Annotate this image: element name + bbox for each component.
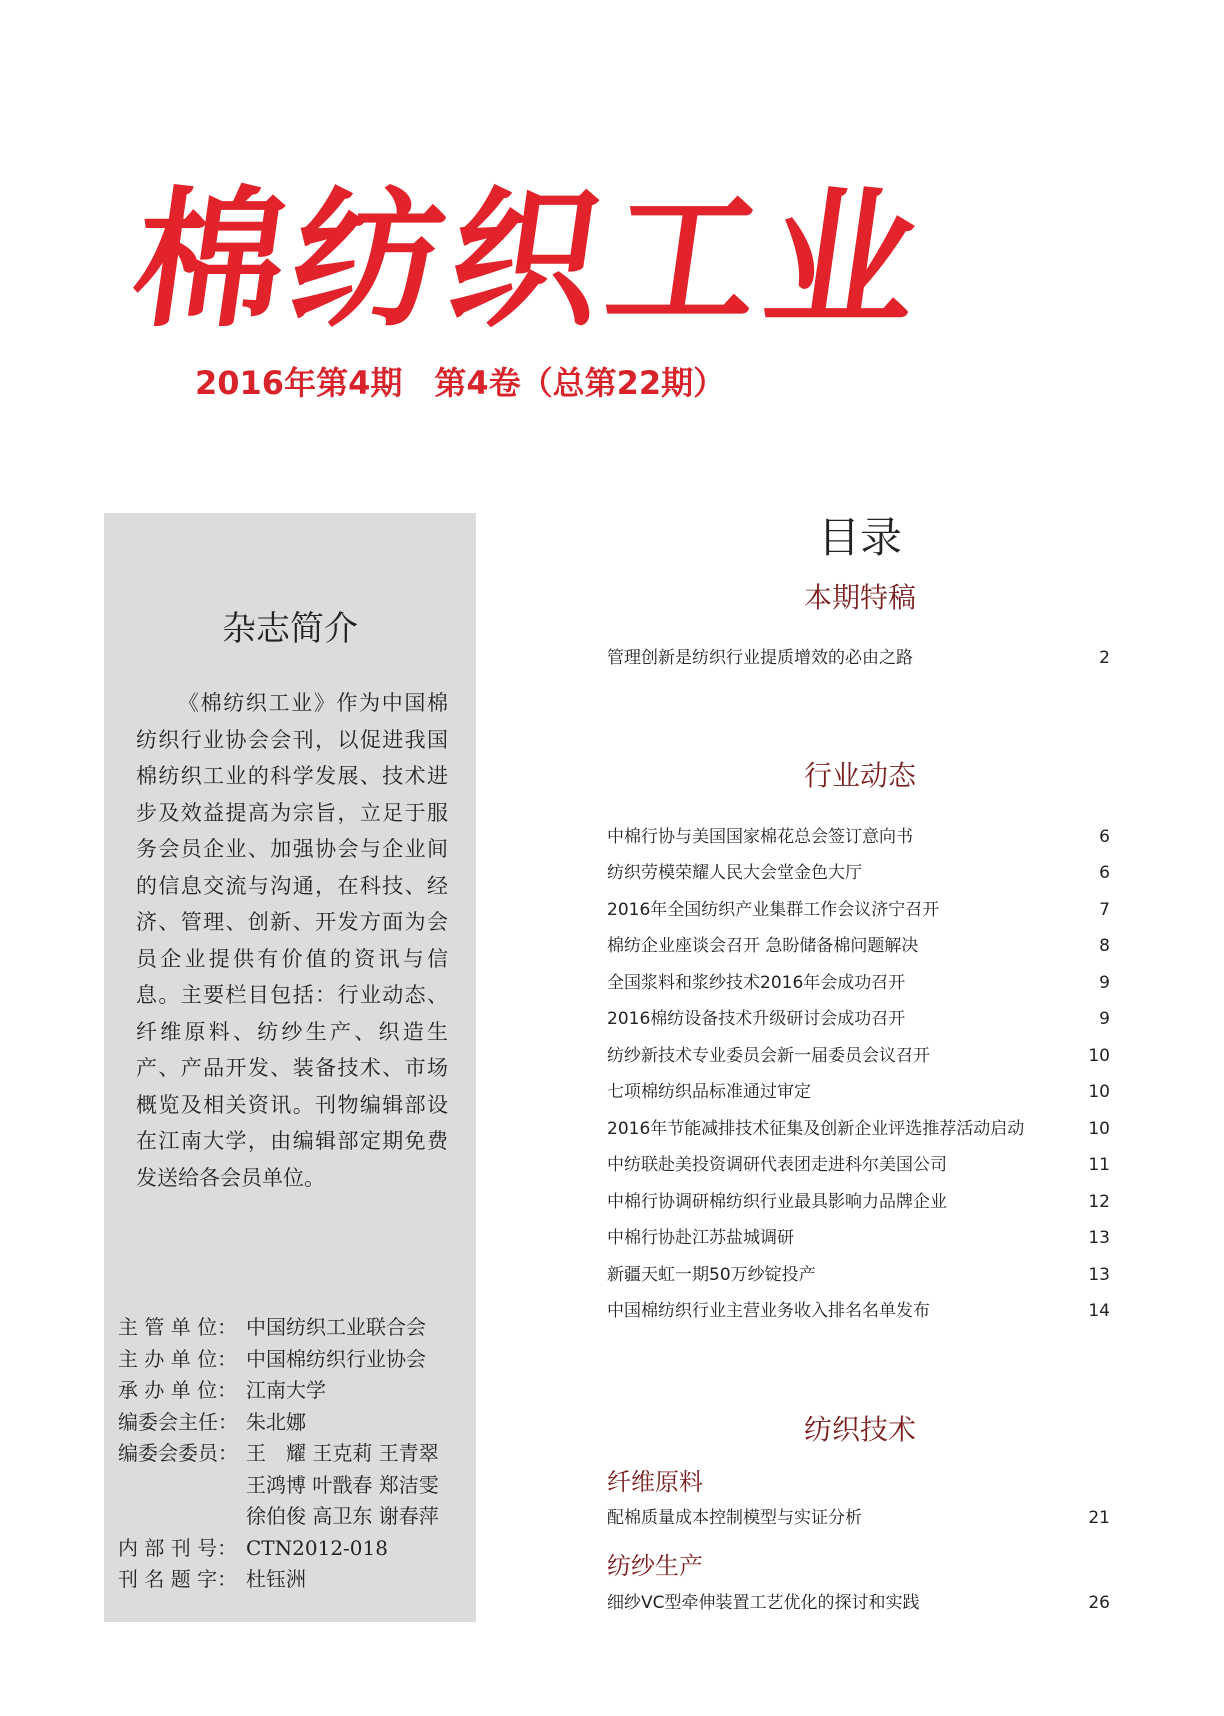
info-value: 江南大学 xyxy=(246,1378,326,1402)
masthead-logo: 棉纺织工业 xyxy=(122,172,938,348)
toc-entry-title: 管理创新是纺织行业提质增效的必由之路 xyxy=(607,648,913,668)
toc-entry-page: 9 xyxy=(1099,973,1110,993)
info-value: 杜钰洲 xyxy=(246,1567,306,1591)
info-value: 王鸿博 叶戬春 郑洁雯 xyxy=(246,1472,439,1497)
section-heading: 纺织技术 xyxy=(803,1413,916,1446)
toc-entry-title: 中棉行协赴江苏盐城调研 xyxy=(607,1228,794,1248)
toc-entry-page: 21 xyxy=(1088,1508,1110,1528)
toc-entry-title: 七项棉纺织品标准通过审定 xyxy=(607,1082,811,1102)
toc-entry[interactable] xyxy=(607,1262,1110,1288)
issue-line: 2016年第4期 第4卷（总第22期） xyxy=(195,364,726,402)
toc-entry-title: 纺织劳模荣耀人民大会堂金色大厅 xyxy=(607,863,862,883)
toc-entry[interactable] xyxy=(607,1189,1110,1215)
toc-entry[interactable] xyxy=(607,645,1110,671)
toc-entry-page: 10 xyxy=(1088,1082,1110,1102)
toc-entry-title: 2016棉纺设备技术升级研讨会成功召开 xyxy=(607,1009,906,1029)
toc-entry-title: 中纺联赴美投资调研代表团走进科尔美国公司 xyxy=(607,1155,947,1175)
toc-entry-title: 棉纺企业座谈会召开 急盼储备棉问题解决 xyxy=(607,936,919,956)
masthead-info xyxy=(118,1312,468,1596)
toc-entry-page: 11 xyxy=(1088,1155,1110,1175)
toc-entry[interactable] xyxy=(607,1590,1110,1616)
info-row xyxy=(118,1344,468,1376)
toc-entry[interactable] xyxy=(607,1079,1110,1105)
toc-entry-title: 纺纱新技术专业委员会新一届委员会议召开 xyxy=(607,1046,930,1066)
toc-entry-page: 14 xyxy=(1088,1301,1110,1321)
toc-entry-title: 2016年节能减排技术征集及创新企业评选推荐活动启动 xyxy=(607,1119,1025,1139)
info-row xyxy=(118,1501,468,1533)
section-heading: 行业动态 xyxy=(803,759,916,792)
toc-entry-title: 细纱VC型牵伸装置工艺优化的探讨和实践 xyxy=(607,1593,920,1613)
info-row xyxy=(118,1312,468,1344)
toc-entry[interactable] xyxy=(607,1043,1110,1069)
info-label xyxy=(118,1470,246,1502)
info-value: 徐伯俊 高卫东 谢春萍 xyxy=(246,1504,439,1528)
info-label: 承 办 单 位： xyxy=(118,1378,238,1402)
toc-entry-title: 中棉行协调研棉纺织行业最具影响力品牌企业 xyxy=(607,1192,947,1212)
toc-entry[interactable] xyxy=(607,897,1110,923)
info-label: 编委会主任： xyxy=(118,1409,238,1434)
info-row xyxy=(118,1438,468,1470)
toc-entry-page: 7 xyxy=(1099,900,1110,920)
toc-entry-title: 2016年全国纺织产业集群工作会议济宁召开 xyxy=(607,900,940,920)
toc-entry-page: 13 xyxy=(1088,1228,1110,1248)
info-label: 刊 名 题 字： xyxy=(118,1567,238,1591)
toc-title: 目录 xyxy=(817,513,902,562)
info-label: 内 部 刊 号： xyxy=(118,1535,238,1560)
toc-entry-page: 10 xyxy=(1088,1046,1110,1066)
toc-entry-page: 8 xyxy=(1099,936,1110,956)
toc-entry-page: 6 xyxy=(1099,863,1110,883)
toc-entry-page: 13 xyxy=(1088,1265,1110,1285)
toc-entry-page: 2 xyxy=(1099,648,1110,668)
toc-entry[interactable] xyxy=(607,1116,1110,1142)
info-value: 王 耀 王克莉 王青翠 xyxy=(246,1441,439,1465)
subsection-heading: 纺纱生产 xyxy=(607,1552,703,1580)
toc-entry-title: 新疆天虹一期50万纱锭投产 xyxy=(607,1265,816,1285)
info-row xyxy=(118,1470,468,1502)
toc-entry-title: 中棉行协与美国国家棉花总会签订意向书 xyxy=(607,827,913,847)
info-row xyxy=(118,1533,468,1565)
toc-entry[interactable] xyxy=(607,1505,1110,1531)
toc-entry[interactable] xyxy=(607,1006,1110,1032)
subsection-heading: 纤维原料 xyxy=(607,1468,703,1496)
intro-paragraph xyxy=(136,685,448,1196)
info-label xyxy=(118,1501,246,1533)
toc-entry[interactable] xyxy=(607,970,1110,996)
toc-entry[interactable] xyxy=(607,1298,1110,1324)
toc-entry-title: 配棉质量成本控制模型与实证分析 xyxy=(607,1508,862,1528)
info-value: 中国纺织工业联合会 xyxy=(246,1315,426,1339)
info-value: 朱北娜 xyxy=(246,1409,306,1434)
info-value: CTN2012-018 xyxy=(246,1535,388,1560)
info-row xyxy=(118,1407,468,1439)
toc-entry[interactable] xyxy=(607,1152,1110,1178)
info-value: 中国棉纺织行业协会 xyxy=(246,1346,426,1371)
toc-entry-title: 中国棉纺织行业主营业务收入排名名单发布 xyxy=(607,1301,930,1321)
toc-entry-page: 9 xyxy=(1099,1009,1110,1029)
toc-entry-title: 全国浆料和浆纱技术2016年会成功召开 xyxy=(607,973,906,993)
info-row xyxy=(118,1375,468,1407)
info-label: 编委会委员： xyxy=(118,1441,238,1465)
sidebar-title: 杂志简介 xyxy=(222,609,358,649)
toc-entry[interactable] xyxy=(607,933,1110,959)
toc-entry-page: 10 xyxy=(1088,1119,1110,1139)
toc-entry-page: 26 xyxy=(1088,1593,1110,1613)
toc-entry[interactable] xyxy=(607,1225,1110,1251)
info-label: 主 办 单 位： xyxy=(118,1346,238,1371)
toc-entry-page: 6 xyxy=(1099,827,1110,847)
sidebar-panel xyxy=(104,513,476,1622)
section-heading: 本期特稿 xyxy=(803,581,916,614)
toc-entry[interactable] xyxy=(607,860,1110,886)
toc-entry[interactable] xyxy=(607,824,1110,850)
toc-entry-page: 12 xyxy=(1088,1192,1110,1212)
info-label: 主 管 单 位： xyxy=(118,1315,238,1339)
info-row xyxy=(118,1564,468,1596)
intro-text: 《棉纺织工业》作为中国棉纺织行业协会会刊，以促进我国棉纺织工业的科学发展、技术进步及效益提高为宗旨，立足于服务会员企业、加强协会与企业间的信息交流与沟通，在科技、经济、管理、创新、开发方面为会员企业提供有价值的资讯与信息。主要栏目包括：行业动态、纤维原料、纺纱生产、织造生产、产品开发、装备技术、市场概览及相关资讯。刊物编辑部设在江南大学，由编辑部定期免费发送给各会员单位。 xyxy=(136,691,448,1190)
